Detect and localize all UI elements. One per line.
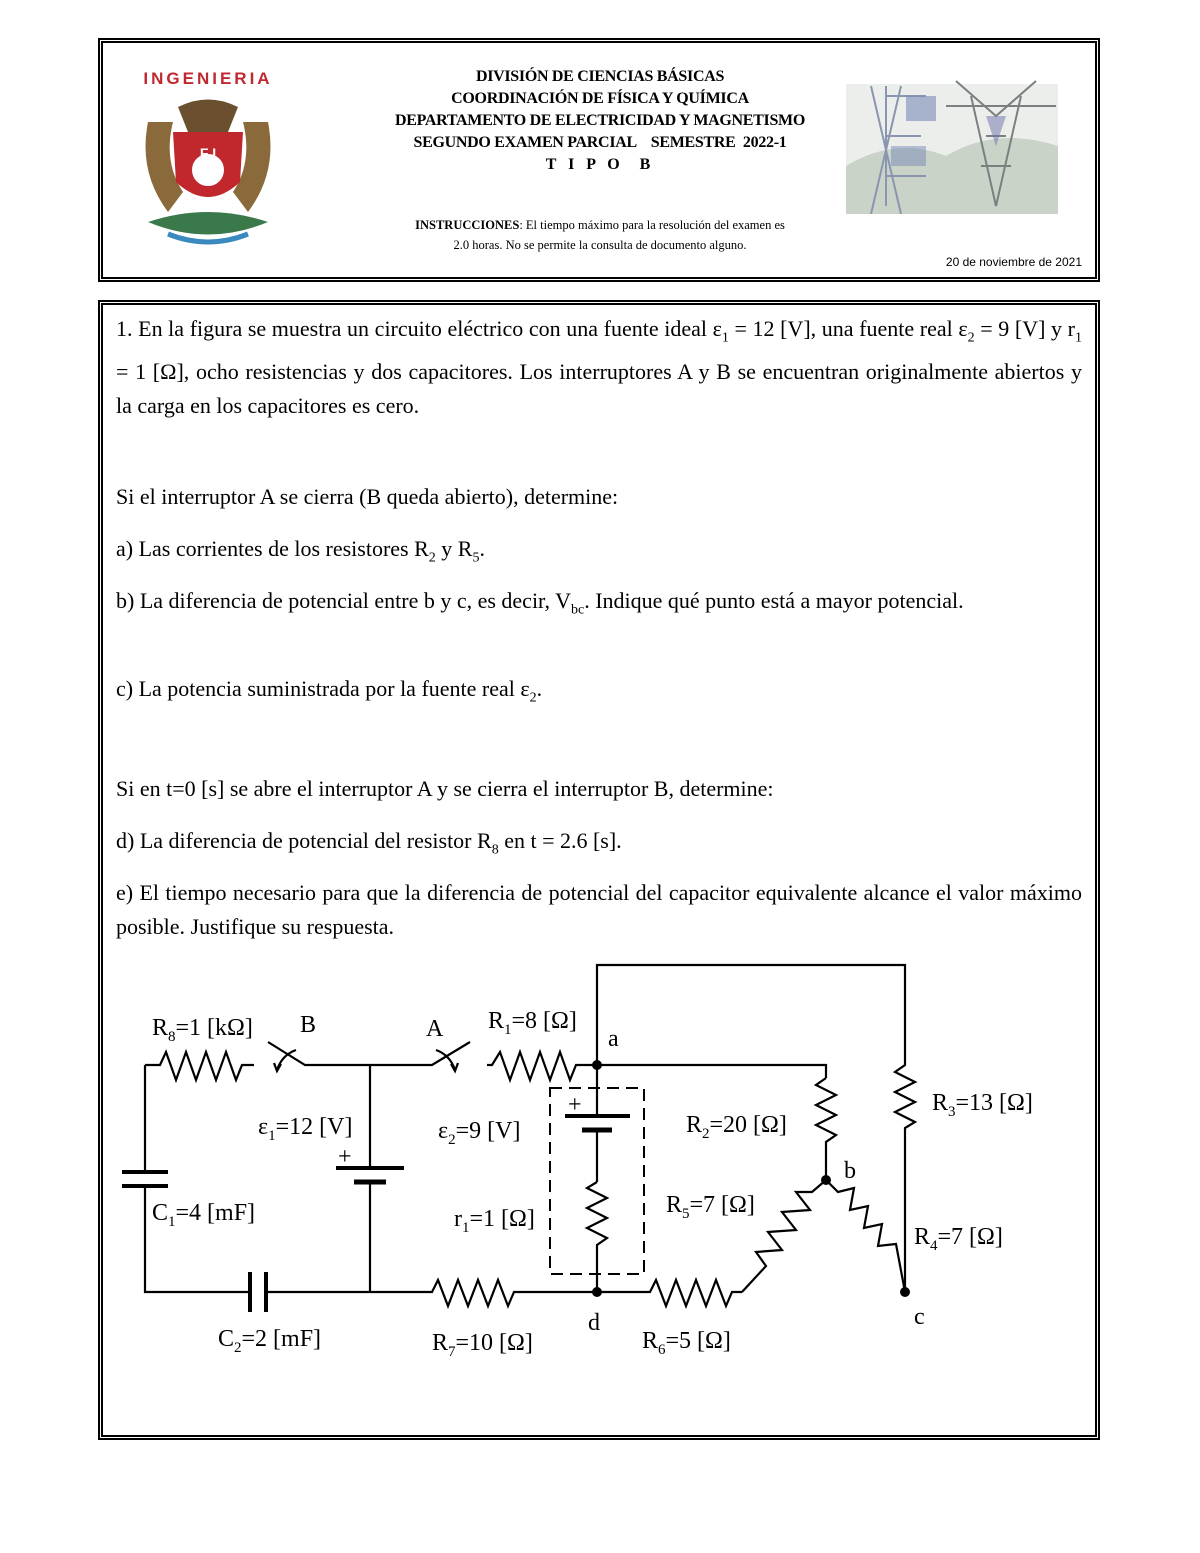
- question-e: e) El tiempo necesario para que la diferencia de potencial del capacitor equivalente alcance el valor máximo posible. Justifique su respuesta.: [116, 880, 1082, 939]
- label-c2: $C_2=2$ [mF]: [218, 1326, 322, 1356]
- label-e1: $\varepsilon_1=12$ [V]: [258, 1114, 353, 1144]
- circuit-diagram: [118, 955, 1078, 1375]
- header-title-block: [310, 66, 890, 176]
- label-r6: $R_6=5$ [Ω]: [642, 1328, 731, 1358]
- label-r5: $R_5=7$ [Ω]: [666, 1192, 755, 1222]
- logo-text: INGENIERIA: [143, 69, 273, 88]
- ingenieria-logo: [128, 62, 288, 252]
- label-r1: $R_1=8$ [Ω]: [488, 1008, 577, 1038]
- node-a: [592, 1060, 602, 1070]
- question-intro: 1. En la figura se muestra un circuito eléctrico con una fuente ideal $\varepsilon_1 = 12$ [V], una fuente real $\varepsilon_2 = 9$ [V] y $r_1 = 1$ [Ω], ocho resistencias y dos capacitores. Los interruptores A y B se encuentran originalmente abiertos y la carga en los capacitores es cero.: [116, 316, 1083, 419]
- part2-heading: Si en t=0 [s] se abre el interruptor A y se cierra el interruptor B, determine:: [116, 776, 774, 801]
- resistor-r1-internal: [587, 1182, 607, 1292]
- label-r8: $R_8=1$ [kΩ]: [152, 1015, 253, 1045]
- node-b: [821, 1175, 831, 1185]
- exam-date: 20 de noviembre de 2021: [945, 255, 1082, 269]
- header-line-4: SEGUNDO EXAMEN PARCIAL SEMESTRE 2022-1: [413, 134, 787, 151]
- header-line-3: DEPARTAMENTO DE ELECTRICIDAD Y MAGNETISMO: [395, 112, 805, 129]
- header-line-2: COORDINACIÓN DE FÍSICA Y QUÍMICA: [451, 90, 749, 107]
- header-line-1: DIVISIÓN DE CIENCIAS BÁSICAS: [475, 68, 725, 85]
- resistor-r7: [370, 1280, 597, 1306]
- part1-heading: Si el interruptor A se cierra (B queda abierto), determine:: [116, 484, 619, 509]
- exam-type: T I P O B: [545, 156, 655, 173]
- instructions: [360, 215, 840, 255]
- instructions-text-1: : El tiempo máximo para la resolución del examen es: [519, 218, 785, 232]
- question-c: c) La potencia suministrada por la fuente real $\varepsilon_2$.: [116, 676, 543, 706]
- resistor-r1: [487, 1052, 597, 1080]
- label-e2-plus: +: [568, 1092, 582, 1118]
- department-logo: [846, 76, 1058, 214]
- label-switch-a: A: [426, 1016, 444, 1042]
- question-d: d) La diferencia de potencial del resistor $R_8$ en t = 2.6 [s].: [116, 828, 622, 858]
- label-e2: $\varepsilon_2=9$ [V]: [438, 1118, 521, 1148]
- label-e1-plus: +: [338, 1144, 352, 1170]
- resistor-r4: [826, 1180, 905, 1292]
- resistor-r6: [597, 1280, 742, 1306]
- node-c: [900, 1287, 910, 1297]
- label-node-c: c: [914, 1304, 925, 1330]
- node-d: [592, 1287, 602, 1297]
- resistor-r8: [145, 1052, 254, 1080]
- label-c1: $C_1=4$ [mF]: [152, 1200, 256, 1230]
- resistor-r2: [816, 1078, 836, 1180]
- question-b: b) La diferencia de potencial entre b y c, es decir, $V_{bc}$. Indique qué punto está a mayor potencial.: [116, 588, 964, 618]
- instructions-label: INSTRUCCIONES: [415, 218, 520, 232]
- label-r7: $R_7=10$ [Ω]: [432, 1330, 533, 1360]
- instructions-text-2: 2.0 horas. No se permite la consulta de documento alguno.: [453, 238, 747, 252]
- label-r4: $R_4=7$ [Ω]: [914, 1224, 1003, 1254]
- label-node-b: b: [844, 1158, 856, 1184]
- label-switch-b: B: [300, 1012, 317, 1038]
- label-node-a: a: [608, 1026, 619, 1052]
- label-r3: $R_3=13$ [Ω]: [932, 1090, 1033, 1120]
- logo-fi: F I: [199, 145, 217, 161]
- question-a: a) Las corrientes de los resistores $R_2$ y $R_5$.: [116, 536, 485, 566]
- label-node-d: d: [588, 1310, 600, 1336]
- label-r2: $R_2=20$ [Ω]: [686, 1112, 787, 1142]
- label-r1-internal: $r_1=1$ [Ω]: [454, 1206, 535, 1236]
